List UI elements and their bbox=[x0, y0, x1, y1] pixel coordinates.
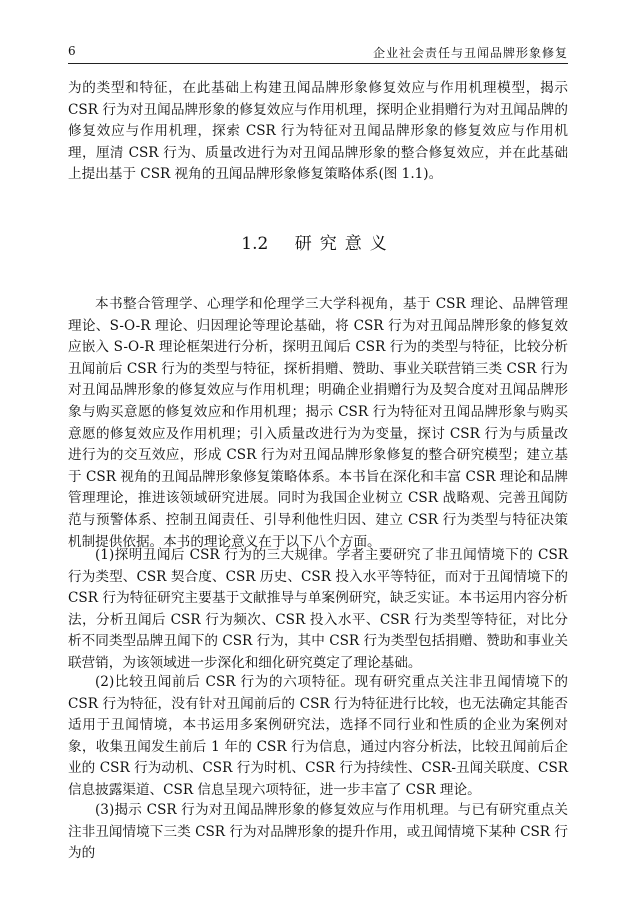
header-rule bbox=[68, 63, 568, 64]
running-header bbox=[68, 44, 568, 62]
list-item-3: (3)揭示 CSR 行为对丑闻品牌形象的修复效应与作用机理。与已有研究重点关注非丑闻情境下三类 CSR 行为对品牌形象的提升作用，或丑闻情境下某种 CSR 行为的 bbox=[68, 802, 568, 862]
section-heading bbox=[68, 229, 568, 254]
page-number: 6 bbox=[68, 44, 76, 58]
section-number: 1.2 bbox=[241, 234, 269, 254]
book-title: 企业社会责任与丑闻品牌形象修复 bbox=[372, 46, 568, 60]
list-item-1: (1)探明丑闻后 CSR 行为的三大规律。学者主要研究了非丑闻情境下的 CSR 行为类型、CSR 契合度、CSR 历史、CSR 投入水平等特征，而对于丑闻情境下的 CSR 行为特征研究主要基于文献推导与单案例研究，缺乏实证。本书运用内容分析法，分析丑闻后 CSR 行为频次、CSR 投入水平、CSR 行为类型等特征，对比分析不同类型品牌丑闻下的 CSR 行为，其中 CSR 行为类型包括捐赠、赞助和事业关联营销，为该领域进一步深化和细化研究奠定了理论基础。 bbox=[68, 547, 568, 671]
intro-paragraph: 为的类型和特征，在此基础上构建丑闻品牌形象修复效应与作用机理模型，揭示CSR 行为对丑闻品牌形象的修复效应与作用机理，探明企业捐赠行为对丑闻品牌的修复效应与作用机理，探索 CSR 行为特征对丑闻品牌形象的修复效应与作用机理，厘清 CSR 行为、质量改进行为对丑闻品牌形象的整合修复效应，并在此基础上提出基于 CSR 视角的丑闻品牌形象修复策略体系(图 1.1)。 bbox=[68, 80, 568, 183]
section-title: 研究意义 bbox=[294, 234, 395, 254]
list-item-2: (2)比较丑闻前后 CSR 行为的六项特征。现有研究重点关注非丑闻情境下的 CSR 行为特征，没有针对丑闻前后的 CSR 行为特征进行比较，也无法确定其能否适用于丑闻情境，本书运用多案例研究法，选择不同行业和性质的企业为案例对象，收集丑闻发生前后 1 年的 CSR 行为信息，通过内容分析法，比较丑闻前后企业的 CSR 行为动机、CSR 行为时机、CSR 行为持续性、CSR-丑闻关联度、CSR 信息披露渠道、CSR 信息呈现六项特征，进一步丰富了 CSR 理论。 bbox=[68, 674, 568, 798]
main-paragraph: 本书整合管理学、心理学和伦理学三大学科视角，基于 CSR 理论、品牌管理理论、S-O-R 理论、归因理论等理论基础，将 CSR 行为对丑闻品牌形象的修复效应嵌入 S-O-R 理论框架进行分析，探明丑闻后 CSR 行为的类型与特征，比较分析丑闻前后 CSR 行为的类型与特征，探析捐赠、赞助、事业关联营销三类 CSR 行为对丑闻品牌形象的修复效应与作用机理；明确企业捐赠行为及契合度对丑闻品牌形象与购买意愿的修复效应和作用机理；揭示 CSR 行为特征对丑闻品牌形象与购买意愿的修复效应及作用机理；引入质量改进行为为变量，探讨 CSR 行为与质量改进行为的交互效应，形成 CSR 行为对丑闻品牌形象修复的整合研究模型；建立基于 CSR 视角的丑闻品牌形象修复策略体系。本书旨在深化和丰富 CSR 理论和品牌管理理论，推进该领域研究进展。同时为我国企业树立 CSR 战略观、完善丑闻防范与预警体系、控制丑闻责任、引导利他性归因、建立 CSR 行为类型与特征决策机制提供依据。本书的理论意义在于以下八个方面。 bbox=[68, 296, 568, 550]
